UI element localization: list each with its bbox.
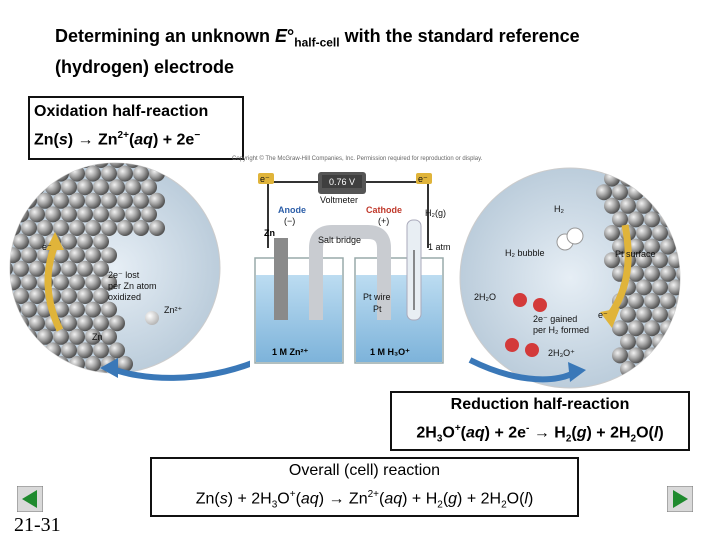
title-subscript: half-cell [294, 35, 340, 50]
metal-atom [668, 361, 684, 377]
title-text-a: Determining an unknown [55, 26, 276, 46]
eq-state: l [524, 490, 528, 508]
label-lost-3: oxidized [108, 292, 142, 302]
label-2h2o: 2H₂O [474, 292, 496, 302]
label-pt: Pt [373, 304, 382, 314]
metal-atom [596, 184, 612, 200]
metal-atom [149, 166, 165, 182]
metal-atom [628, 320, 644, 336]
metal-atom [85, 193, 101, 209]
metal-atom [21, 193, 37, 209]
metal-atom [117, 220, 133, 236]
metal-atom [149, 220, 165, 236]
metal-atom [45, 370, 61, 386]
slide-number: 21-31 [14, 514, 61, 536]
eq-charge: - [526, 423, 530, 434]
metal-atom [69, 329, 85, 345]
label-pt-wire: Pt wire [363, 292, 391, 302]
metal-atom [77, 234, 93, 250]
eq-charge: + [289, 489, 296, 500]
metal-atom [101, 302, 117, 318]
metal-atom [5, 193, 21, 209]
metal-atom [668, 334, 684, 350]
hydronium-molecule [525, 343, 539, 357]
metal-atom [77, 179, 93, 195]
eq-text: ( [442, 490, 449, 508]
metal-atom [69, 274, 85, 290]
metal-atom [13, 370, 29, 386]
metal-atom [620, 198, 636, 214]
metal-atom [628, 211, 644, 227]
metal-atom [0, 234, 13, 250]
metal-atom [29, 288, 45, 304]
metal-atom [29, 206, 45, 222]
label-gained-2: per H₂ formed [533, 325, 590, 335]
metal-atom [53, 274, 69, 290]
metal-atom [53, 166, 69, 182]
metal-atom [117, 193, 133, 209]
metal-atom [676, 239, 692, 255]
metal-atom [21, 356, 37, 372]
eq-text: → H [529, 424, 566, 442]
label-h2-gas: H₂(g) [425, 208, 446, 218]
overall-box [150, 457, 579, 517]
label-anode: Anode [278, 205, 306, 215]
eq-state: s [58, 131, 68, 149]
metal-atom [684, 225, 700, 241]
metal-atom [93, 206, 109, 222]
label-right-e: e⁻ [598, 310, 608, 320]
label-cathode-sign: (+) [378, 216, 390, 226]
metal-atom [652, 198, 668, 214]
eq-text: ) → Zn [318, 490, 368, 508]
metal-atom [676, 184, 692, 200]
title-degree: ° [287, 26, 295, 46]
metal-atom [109, 152, 125, 168]
metal-atom [21, 247, 37, 263]
metal-atom [101, 193, 117, 209]
metal-atom [29, 152, 45, 168]
eq-sub: 2 [630, 433, 637, 445]
eq-text: ) [527, 490, 534, 508]
metal-atom [69, 220, 85, 236]
metal-atom [77, 206, 93, 222]
label-pressure: 1 atm [428, 242, 451, 252]
eq-state: aq [466, 424, 485, 442]
eq-state: l [653, 424, 659, 442]
metal-atom [684, 334, 700, 350]
eq-text: ( [295, 490, 301, 508]
metal-atom [628, 375, 644, 391]
metal-atom [13, 206, 29, 222]
eq-text: O [277, 490, 290, 508]
metal-atom [636, 171, 652, 187]
metal-atom [660, 266, 676, 282]
metal-atom [0, 179, 13, 195]
metal-atom [676, 266, 692, 282]
metal-atom [668, 198, 684, 214]
metal-atom [149, 193, 165, 209]
eq-state: s [219, 490, 228, 508]
metal-atom [628, 293, 644, 309]
metal-atom [660, 184, 676, 200]
metal-atom [77, 288, 93, 304]
metal-atom [61, 370, 77, 386]
metal-atom [29, 315, 45, 331]
metal-atom [53, 193, 69, 209]
eq-state: aq [134, 131, 153, 149]
metal-atom [21, 166, 37, 182]
label-salt-bridge: Salt bridge [318, 235, 362, 245]
metal-atom [141, 206, 157, 222]
metal-atom [61, 234, 77, 250]
eq-text: 2H [416, 424, 437, 442]
metal-atom [628, 347, 644, 363]
metal-atom [0, 152, 13, 168]
overall-heading: Overall (cell) reaction [288, 462, 441, 479]
metal-atom [636, 361, 652, 377]
metal-atom [21, 220, 37, 236]
metal-atom [93, 152, 109, 168]
metal-atom [85, 274, 101, 290]
label-cathode: Cathode [366, 205, 402, 215]
eq-text: ) + 2H [457, 490, 502, 508]
metal-atom [5, 329, 21, 345]
reduction-box [390, 391, 690, 451]
metal-atom [612, 184, 628, 200]
metal-atom [5, 274, 21, 290]
metal-atom [29, 370, 45, 386]
reduction-heading: Reduction half-reaction [450, 396, 630, 413]
metal-atom [37, 166, 53, 182]
metal-atom [620, 334, 636, 350]
eq-text: ) + 2H [227, 490, 272, 508]
metal-atom [612, 347, 628, 363]
cathode-magnified-view [460, 157, 700, 391]
eq-state: g [448, 490, 458, 508]
water-molecule [513, 293, 527, 307]
label-2h3o: 2H₃O⁺ [548, 348, 575, 358]
metal-atom [620, 361, 636, 377]
metal-atom [133, 193, 149, 209]
metal-atom [61, 152, 77, 168]
metal-atom [141, 152, 157, 168]
eq-charge: 2+ [367, 489, 379, 500]
metal-atom [77, 370, 93, 386]
metal-atom [85, 166, 101, 182]
metal-atom [644, 157, 660, 173]
reduction-equation [392, 417, 688, 452]
eq-text: ( [571, 424, 577, 442]
label-zn-atom: Zn [92, 332, 103, 342]
metal-atom [21, 329, 37, 345]
label-electron-left: e⁻ [260, 174, 270, 184]
metal-atom [69, 302, 85, 318]
metal-atom [684, 198, 700, 214]
metal-atom [628, 157, 644, 173]
metal-atom [668, 279, 684, 295]
metal-atom [29, 261, 45, 277]
metal-atom [37, 193, 53, 209]
eq-charge: + [454, 423, 461, 434]
metal-atom [93, 315, 109, 331]
metal-atom [93, 370, 109, 386]
label-left-e: e⁻ [42, 242, 52, 252]
metal-atom [125, 206, 141, 222]
zinc-electrode [274, 238, 288, 320]
eq-state: aq [384, 490, 403, 508]
eq-text: O [442, 424, 455, 442]
metal-atom [133, 166, 149, 182]
eq-text: ) + 2e [152, 131, 195, 149]
metal-atom [652, 171, 668, 187]
metal-atom [109, 179, 125, 195]
previous-slide-button[interactable] [17, 486, 43, 512]
metal-atom [684, 279, 700, 295]
label-lost-1: 2e⁻ lost [108, 270, 140, 280]
label-gained-1: 2e⁻ gained [533, 314, 578, 324]
label-anode-solution: 1 M Zn²⁺ [272, 347, 309, 357]
label-cathode-solution: 1 M H₃O⁺ [370, 347, 410, 357]
metal-atom [652, 361, 668, 377]
metal-atom [684, 171, 700, 187]
metal-atom [13, 234, 29, 250]
voltmeter-reading: 0.76 V [329, 177, 356, 187]
metal-atom [636, 279, 652, 295]
overall-equation [152, 483, 577, 518]
eq-sub: 3 [436, 433, 443, 445]
next-slide-button[interactable] [667, 486, 693, 512]
metal-atom [636, 225, 652, 241]
eq-text: Zn( [34, 131, 59, 149]
metal-atom [0, 206, 13, 222]
label-anode-sign: (−) [284, 216, 296, 226]
metal-atom [109, 206, 125, 222]
metal-atom [668, 252, 684, 268]
metal-atom [676, 375, 692, 391]
eq-text: ) + 2e [484, 424, 527, 442]
eq-text: Zn( [195, 490, 220, 508]
metal-atom [13, 152, 29, 168]
metal-atom [125, 179, 141, 195]
metal-atom [13, 342, 29, 358]
metal-atom [77, 315, 93, 331]
eq-text: ( [460, 424, 466, 442]
metal-atom [37, 356, 53, 372]
eq-charge: − [194, 130, 201, 141]
metal-atom [660, 347, 676, 363]
label-h2-bubble: H₂ bubble [505, 248, 545, 258]
metal-atom [0, 315, 13, 331]
label-voltmeter: Voltmeter [320, 195, 359, 205]
metal-atom [676, 320, 692, 336]
metal-atom [45, 342, 61, 358]
eq-sub: 2 [501, 499, 507, 511]
metal-atom [61, 342, 77, 358]
metal-atom [93, 234, 109, 250]
anode-magnified-view [0, 152, 220, 386]
metal-atom [652, 225, 668, 241]
metal-atom [660, 211, 676, 227]
eq-sub: 2 [565, 433, 572, 445]
label-pt-surface: Pt surface [615, 249, 656, 259]
h2-bubble-particle [567, 228, 583, 244]
eq-text: ) + 2H [586, 424, 631, 442]
metal-atom [133, 220, 149, 236]
metal-atom [644, 347, 660, 363]
metal-atom [101, 220, 117, 236]
metal-atom [660, 293, 676, 309]
copyright-notice: Copyright © The McGraw-Hill Companies, Inc. Permission required for reproduction or display. [232, 156, 483, 162]
metal-atom [93, 288, 109, 304]
galvanic-cell [250, 165, 451, 370]
metal-atom [644, 375, 660, 391]
label-zn-electrode: Zn [264, 228, 275, 238]
title-line-2: (hydrogen) electrode [55, 56, 235, 77]
water-molecule [533, 298, 547, 312]
metal-atom [604, 198, 620, 214]
metal-atom [676, 347, 692, 363]
metal-atom [45, 152, 61, 168]
metal-atom [141, 179, 157, 195]
metal-atom [676, 211, 692, 227]
metal-atom [684, 252, 700, 268]
metal-atom [0, 370, 13, 386]
metal-atom [45, 206, 61, 222]
metal-atom [109, 315, 125, 331]
metal-atom [636, 198, 652, 214]
metal-atom [676, 157, 692, 173]
metal-atom [117, 166, 133, 182]
metal-atom [61, 288, 77, 304]
title-text-b: with the standard reference [339, 26, 580, 46]
metal-atom [61, 206, 77, 222]
metal-atom [69, 193, 85, 209]
metal-atom [652, 307, 668, 323]
metal-atom [644, 184, 660, 200]
metal-atom [628, 184, 644, 200]
metal-atom [5, 166, 21, 182]
metal-atom [29, 342, 45, 358]
eq-text: ) + H [402, 490, 438, 508]
eq-text: ( [379, 490, 385, 508]
eq-text: ) → Zn [67, 131, 118, 149]
metal-atom [61, 179, 77, 195]
metal-atom [612, 157, 628, 173]
eq-text: ( [128, 131, 135, 149]
metal-atom [29, 179, 45, 195]
metal-atom [644, 211, 660, 227]
metal-atom [93, 179, 109, 195]
metal-atom [93, 261, 109, 277]
metal-atom [21, 274, 37, 290]
metal-atom [652, 279, 668, 295]
label-electron-right: e⁻ [418, 174, 428, 184]
metal-atom [85, 220, 101, 236]
eq-state: g [576, 424, 587, 442]
metal-atom [61, 261, 77, 277]
metal-atom [77, 342, 93, 358]
eq-text: O( [506, 490, 525, 508]
metal-atom [620, 307, 636, 323]
label-lost-2: per Zn atom [108, 281, 157, 291]
metal-atom [93, 342, 109, 358]
hydronium-molecule [505, 338, 519, 352]
metal-atom [0, 288, 13, 304]
metal-atom [636, 307, 652, 323]
metal-atom [85, 302, 101, 318]
metal-atom [37, 329, 53, 345]
metal-atom [101, 166, 117, 182]
metal-atom [660, 375, 676, 391]
metal-atom [53, 329, 69, 345]
metal-atom [596, 157, 612, 173]
metal-atom [37, 220, 53, 236]
metal-atom [644, 320, 660, 336]
metal-atom [5, 247, 21, 263]
eq-charge: 2+ [117, 130, 129, 141]
metal-atom [101, 247, 117, 263]
metal-atom [604, 225, 620, 241]
label-h2: H₂ [554, 204, 564, 214]
metal-atom [644, 266, 660, 282]
metal-atom [101, 329, 117, 345]
metal-atom [684, 307, 700, 323]
metal-atom [636, 334, 652, 350]
metal-atom [5, 356, 21, 372]
metal-atom [5, 302, 21, 318]
metal-atom [612, 320, 628, 336]
metal-atom [77, 261, 93, 277]
title-e-symbol: E [275, 26, 288, 46]
eq-state: aq [300, 490, 319, 508]
metal-atom [684, 361, 700, 377]
eq-text: ) [658, 424, 664, 442]
metal-atom [69, 247, 85, 263]
metal-atom [13, 261, 29, 277]
eq-text: O( [636, 424, 654, 442]
metal-atom [85, 247, 101, 263]
eq-sub: 2 [437, 499, 443, 511]
metal-atom [668, 171, 684, 187]
metal-atom [61, 315, 77, 331]
metal-atom [660, 157, 676, 173]
zn-ion-particle [145, 311, 159, 325]
metal-atom [109, 342, 125, 358]
metal-atom [13, 179, 29, 195]
oxidation-heading: Oxidation half-reaction [34, 103, 209, 120]
metal-atom [0, 342, 13, 358]
eq-sub: 3 [271, 499, 278, 511]
metal-atom [676, 293, 692, 309]
metal-atom [13, 315, 29, 331]
metal-atom [21, 302, 37, 318]
metal-atom [644, 293, 660, 309]
metal-atom [5, 220, 21, 236]
label-zn2plus: Zn²⁺ [164, 305, 183, 315]
